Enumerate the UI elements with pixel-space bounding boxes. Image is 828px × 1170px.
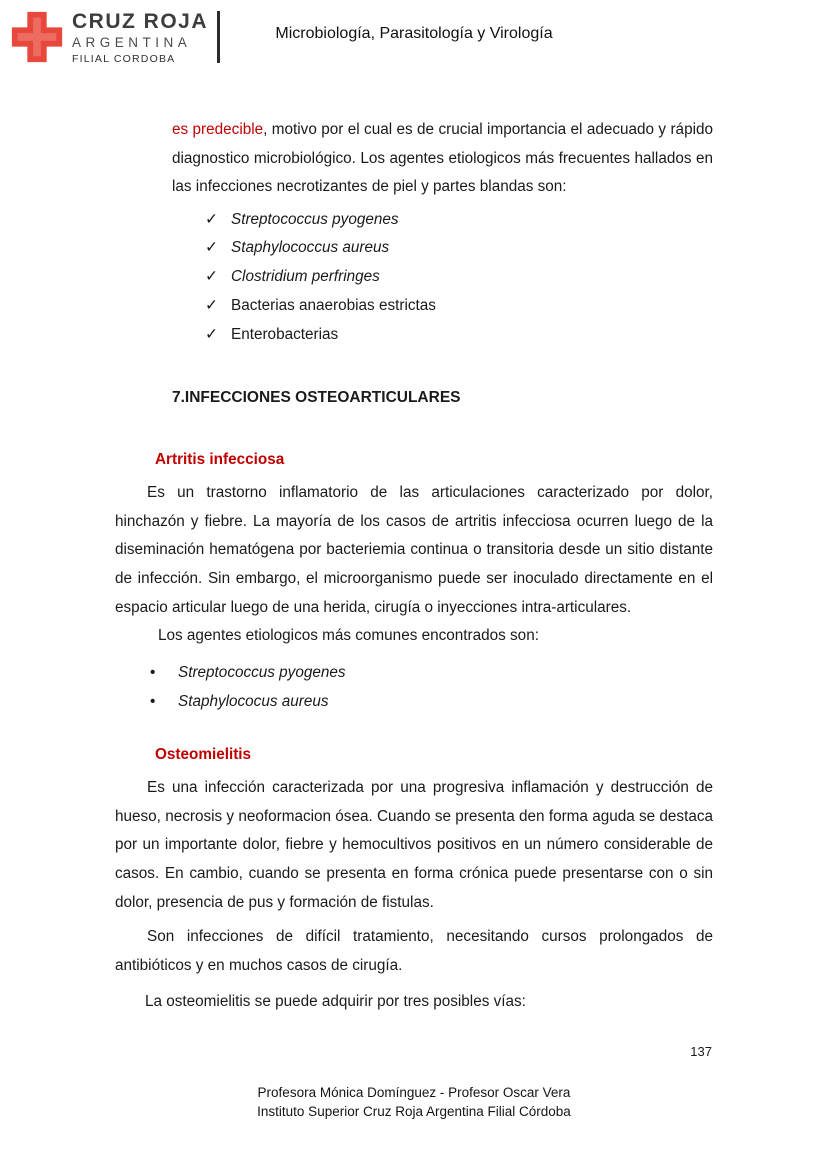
- subheading-artritis-infecciosa: Artritis infecciosa: [155, 451, 285, 469]
- list-item-label: Staphylococus aureus: [178, 692, 329, 710]
- list-item-label: Bacterias anaerobias estrictas: [231, 296, 436, 314]
- subheading-osteomielitis: Osteomielitis: [155, 746, 252, 764]
- check-icon: ✓: [205, 296, 218, 314]
- intro-rest: , motivo por el cual es de crucial importancia el adecuado y rápido diagnostico microbiológico. Los agentes etiologicos más frecuentes hallados en las infecciones necrotizantes de piel y partes blandas son:: [172, 121, 713, 196]
- check-icon: ✓: [205, 210, 218, 228]
- check-icon: ✓: [205, 239, 218, 257]
- list-item: [205, 206, 713, 235]
- intro-highlight: es predecible: [172, 121, 264, 138]
- page-footer: [0, 1084, 828, 1121]
- list-item: [150, 688, 713, 717]
- org-name-line3: FILIAL CORDOBA: [72, 52, 176, 65]
- doc-title: Microbiología, Parasitología y Virología: [275, 25, 553, 42]
- document-body: [115, 116, 713, 1017]
- intro-paragraph: [172, 116, 713, 202]
- org-name-line2: ARGENTINA: [72, 34, 192, 50]
- list-item-label: Streptococcus pyogenes: [178, 663, 346, 681]
- bullet-icon: •: [150, 692, 156, 710]
- list-item-label: Clostridium perfringes: [231, 268, 380, 286]
- osteomielitis-paragraph-3: La osteomielitis se puede adquirir por tres posibles vías:: [145, 993, 526, 1011]
- list-item: [150, 659, 713, 688]
- footer-line2: Instituto Superior Cruz Roja Argentina Filial Córdoba: [257, 1103, 571, 1119]
- check-icon: ✓: [205, 325, 218, 343]
- list-item: [205, 263, 713, 292]
- artritis-paragraph: Es un trastorno inflamatorio de las articulaciones caracterizado por dolor, hinchazón y fiebre. La mayoría de los casos de artritis infecciosa ocurren luego de la diseminación hematógena por bacteriemia continua o transitoria desde un sitio distante de infección. Sin embargo, el microorganismo puede ser inoculado directamente en el espacio articular luego de una herida, cirugía o inyecciones intra-articulares.: [115, 484, 713, 616]
- footer-line1: Profesora Mónica Domínguez - Profesor Oscar Vera: [257, 1085, 571, 1100]
- osteomielitis-paragraph-1: Es una infección caracterizada por una progresiva inflamación y destrucción de hueso, necrosis y neoformacion ósea. Cuando se presenta den forma aguda se destaca por un importante dolor, fiebre y hemocultivos positivos en un número considerable de casos. En cambio, cuando se presenta en forma crónica puede presentarse con o sin dolor, presencia de pus y formación de fistulas.: [115, 779, 713, 911]
- section-heading: 7.INFECCIONES OSTEOARTICULARES: [172, 389, 461, 407]
- page-number: 137: [690, 1044, 712, 1059]
- org-name-line1: CRUZ ROJA: [72, 9, 209, 33]
- list-item: [205, 321, 713, 350]
- bullet-list: [150, 659, 713, 716]
- agents-line: Los agentes etiologicos más comunes encontrados son:: [158, 627, 539, 645]
- list-item: [205, 234, 713, 263]
- list-item: [205, 292, 713, 321]
- list-item-label: Staphylococcus aureus: [231, 239, 390, 257]
- checklist: [205, 206, 713, 350]
- osteomielitis-paragraph-2: Son infecciones de difícil tratamiento, necesitando cursos prolongados de antibióticos y en muchos casos de cirugía.: [115, 928, 713, 974]
- list-item-label: Streptococcus pyogenes: [231, 210, 399, 228]
- bullet-icon: •: [150, 663, 156, 681]
- list-item-label: Enterobacterias: [231, 325, 339, 343]
- check-icon: ✓: [205, 268, 218, 286]
